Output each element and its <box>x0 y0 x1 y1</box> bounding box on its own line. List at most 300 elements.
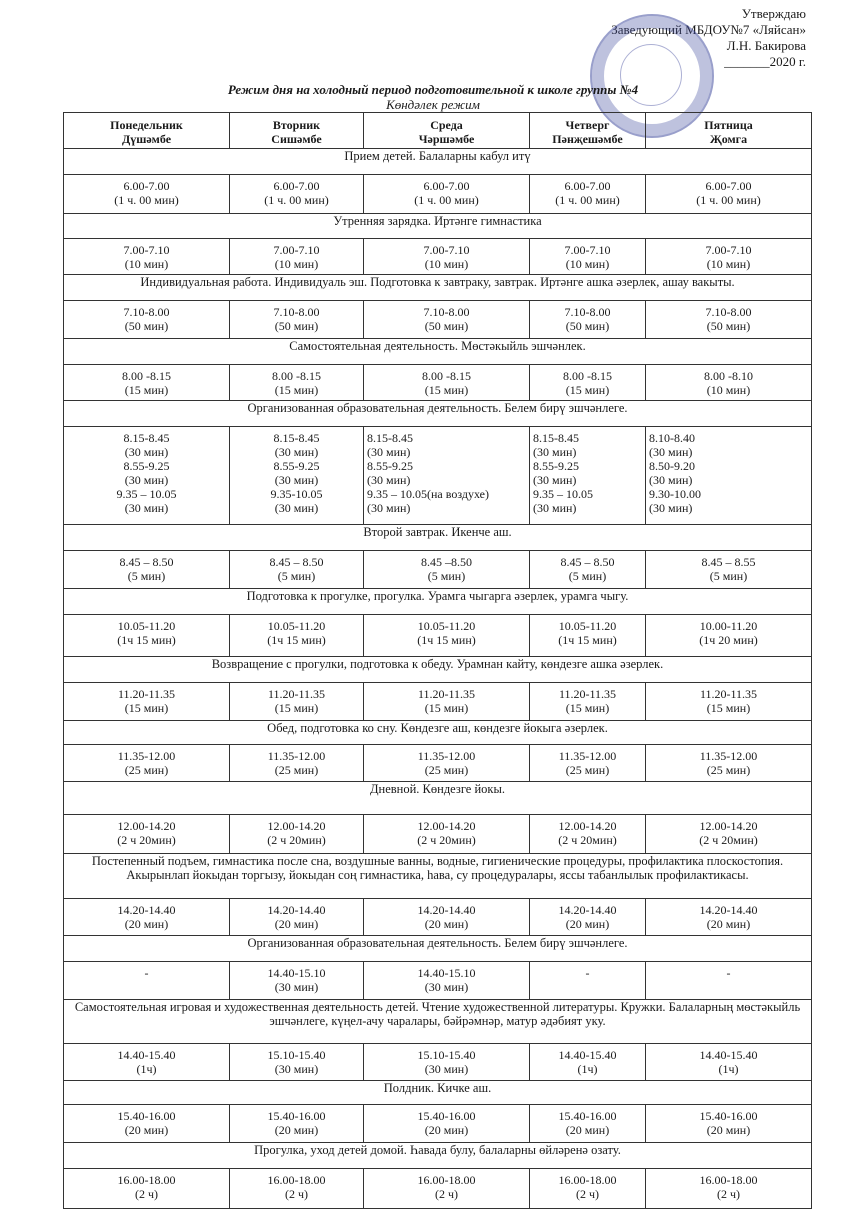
duration: (30 мин) <box>367 473 411 487</box>
duration: (1ч 15 мин) <box>117 633 176 647</box>
time-range: 8.15-8.45 <box>533 431 579 445</box>
duration: (20 мин) <box>565 917 610 931</box>
page-title: Режим дня на холодный период подготовительной к школе группы №4 <box>227 82 639 97</box>
day-name-tt: Пәнҗешәмбе <box>552 132 623 146</box>
duration: (50 мин) <box>274 319 319 333</box>
time-cell <box>646 962 812 1000</box>
activity-name: Индивидуальная работа. Индивидуаль эш. Подготовка к завтраку, завтрак. Иртәнге ашка әзерлек, ашау вакыты. <box>64 275 812 301</box>
time-cell <box>530 427 646 525</box>
time-cell <box>64 745 230 782</box>
time-range: 6.00-7.00 <box>564 179 611 193</box>
activity-row <box>64 214 812 239</box>
time-cell <box>646 301 812 339</box>
day-header <box>64 113 230 149</box>
activity-row <box>64 275 812 301</box>
time-range: - <box>585 966 590 980</box>
duration: (30 мин) <box>533 473 577 487</box>
activity-row <box>64 936 812 962</box>
activity-name: Постепенный подъем, гимнастика после сна, воздушные ванны, водные, гигиенические процедуры, профилактика плоскостопия. Акырынлап йокыдан торгызу, йокыдан соң гимнастика, һава, су процедуралары, яссы табанлылык профилактикасы. <box>64 854 812 899</box>
time-cell <box>530 683 646 721</box>
time-range: 9.30-10.00 <box>649 487 701 501</box>
activity-name: Возвращение с прогулки, подготовка к обеду. Урамнан кайту, көндезге ашка әзерлек. <box>64 657 812 683</box>
duration: (2 ч) <box>284 1187 309 1201</box>
time-range: 11.20-11.35 <box>699 687 758 701</box>
time-cell <box>530 815 646 854</box>
activity-row <box>64 1081 812 1105</box>
duration: (30 мин) <box>124 445 169 459</box>
time-range: 7.00-7.10 <box>123 243 170 257</box>
time-range: 7.10-8.00 <box>423 305 470 319</box>
duration: (5 мин) <box>127 569 166 583</box>
time-cell <box>530 899 646 936</box>
time-cell <box>364 899 530 936</box>
time-range: 15.10-15.40 <box>267 1048 326 1062</box>
time-cell <box>530 1044 646 1081</box>
time-range: 12.00-14.20 <box>417 819 476 833</box>
day-name-ru: Среда <box>430 118 463 132</box>
time-range: 14.20-14.40 <box>558 903 617 917</box>
time-cell <box>646 899 812 936</box>
time-cell <box>364 301 530 339</box>
time-range: 16.00-18.00 <box>558 1173 617 1187</box>
duration: (2 ч) <box>575 1187 600 1201</box>
activity-row <box>64 657 812 683</box>
duration: (15 мин) <box>274 701 319 715</box>
time-range: 7.00-7.10 <box>423 243 470 257</box>
time-range: 7.00-7.10 <box>564 243 611 257</box>
time-range: 12.00-14.20 <box>558 819 617 833</box>
activity-row <box>64 525 812 551</box>
time-cell <box>530 365 646 401</box>
time-cell <box>230 962 364 1000</box>
duration: (50 мин) <box>424 319 469 333</box>
time-row <box>64 683 812 721</box>
time-range: 9.35 – 10.05(на воздухе) <box>367 487 489 501</box>
time-range: 14.40-15.10 <box>267 966 326 980</box>
time-range: 12.00-14.20 <box>267 819 326 833</box>
time-cell <box>530 745 646 782</box>
time-cell <box>230 551 364 589</box>
time-cell <box>364 1044 530 1081</box>
time-range: 8.00 -8.10 <box>704 369 753 383</box>
time-cell <box>646 365 812 401</box>
duration: (25 мин) <box>274 763 319 777</box>
time-range: 8.50-9.20 <box>649 459 695 473</box>
duration: (30 мин) <box>367 445 411 459</box>
activity-row <box>64 1000 812 1044</box>
time-cell <box>530 239 646 275</box>
time-range: 11.35-12.00 <box>117 749 176 763</box>
duration: (30 мин) <box>533 501 577 515</box>
time-range: 9.35 – 10.05 <box>533 487 593 501</box>
time-range: 8.45 – 8.55 <box>701 555 756 569</box>
time-cell <box>646 551 812 589</box>
duration: (30 мин) <box>274 445 319 459</box>
duration: (20 мин) <box>424 917 469 931</box>
duration: (30 мин) <box>274 501 319 515</box>
time-range: 8.00 -8.15 <box>422 369 471 383</box>
time-range: 8.15-8.45 <box>367 431 413 445</box>
time-range: 6.00-7.00 <box>273 179 320 193</box>
time-range: 8.10-8.40 <box>649 431 695 445</box>
duration: (15 мин) <box>424 383 469 397</box>
duration: (20 мин) <box>424 1123 469 1137</box>
time-cell <box>364 427 530 525</box>
time-range: 8.00 -8.15 <box>563 369 612 383</box>
time-range: 8.45 –8.50 <box>421 555 472 569</box>
duration: (30 мин) <box>424 1062 469 1076</box>
duration: (30 мин) <box>124 501 169 515</box>
time-cell <box>364 815 530 854</box>
approval-line-3: Л.Н. Бакирова <box>726 38 806 53</box>
time-cell <box>530 301 646 339</box>
time-cell <box>364 551 530 589</box>
time-cell <box>64 1105 230 1143</box>
time-row <box>64 551 812 589</box>
duration: (20 мин) <box>124 917 169 931</box>
activity-row <box>64 854 812 899</box>
time-range: 6.00-7.00 <box>423 179 470 193</box>
time-cell <box>364 239 530 275</box>
time-range: 11.35-12.00 <box>699 749 758 763</box>
time-row <box>64 962 812 1000</box>
time-range: 9.35 – 10.05 <box>116 487 177 501</box>
duration: (15 мин) <box>565 701 610 715</box>
duration: (30 мин) <box>367 501 411 515</box>
duration: (2 ч 20мин) <box>117 833 176 847</box>
activity-row <box>64 721 812 745</box>
time-cell <box>230 1044 364 1081</box>
header-row <box>64 113 812 149</box>
time-range: 8.45 – 8.50 <box>119 555 174 569</box>
time-cell <box>364 1105 530 1143</box>
day-name-tt: Дүшәмбе <box>121 132 172 146</box>
duration: (10 мин) <box>274 257 319 271</box>
activity-row <box>64 149 812 175</box>
approval-line-4: _______2020 г. <box>724 54 806 69</box>
duration: (20 мин) <box>274 917 319 931</box>
day-name-ru: Пятница <box>704 118 753 132</box>
time-range: 12.00-14.20 <box>117 819 176 833</box>
activity-name: Прием детей. Балаларны кабул итү <box>64 149 812 175</box>
activity-name: Обед, подготовка ко сну. Көндезге аш, көндезге йокыга әзерлек. <box>64 721 812 745</box>
time-cell <box>530 1105 646 1143</box>
activity-name: Самостоятельная деятельность. Мөстәкыйль эшчәнлек. <box>64 339 812 365</box>
time-range: 14.40-15.40 <box>117 1048 176 1062</box>
time-range: 10.05-11.20 <box>117 619 176 633</box>
time-cell <box>646 239 812 275</box>
time-range: - <box>726 966 731 980</box>
duration: (30 мин) <box>649 473 693 487</box>
time-range: 8.45 – 8.50 <box>269 555 324 569</box>
time-cell <box>230 615 364 657</box>
duration: (30 мин) <box>124 473 169 487</box>
duration: (5 мин) <box>709 569 748 583</box>
duration: (50 мин) <box>565 319 610 333</box>
duration: (2 ч 20мин) <box>558 833 617 847</box>
time-cell <box>64 175 230 214</box>
time-cell <box>646 427 812 525</box>
duration: (30 мин) <box>649 501 693 515</box>
duration: (1 ч. 00 мин) <box>696 193 761 207</box>
duration: (25 мин) <box>565 763 610 777</box>
day-name-ru: Понедельник <box>110 118 183 132</box>
time-cell <box>64 815 230 854</box>
time-range: 15.40-16.00 <box>417 1109 476 1123</box>
duration: (15 мин) <box>274 383 319 397</box>
time-cell <box>364 962 530 1000</box>
time-range: 8.15-8.45 <box>123 431 170 445</box>
duration: (30 мин) <box>274 1062 319 1076</box>
duration: (20 мин) <box>565 1123 610 1137</box>
time-range: 6.00-7.00 <box>705 179 752 193</box>
duration: (30 мин) <box>274 473 319 487</box>
time-range: 16.00-18.00 <box>699 1173 758 1187</box>
time-cell <box>230 301 364 339</box>
day-name-ru: Вторник <box>272 118 321 132</box>
duration: (1 ч. 00 мин) <box>414 193 479 207</box>
activity-name: Организованная образовательная деятельность. Белем бирү эшчәнлеге. <box>64 936 812 962</box>
time-cell <box>646 1044 812 1081</box>
time-range: 15.40-16.00 <box>267 1109 326 1123</box>
time-cell <box>64 1169 230 1209</box>
time-range: 8.55-9.25 <box>123 459 170 473</box>
time-range: 14.20-14.40 <box>267 903 326 917</box>
duration: (10 мин) <box>124 257 169 271</box>
duration: (15 мин) <box>565 383 610 397</box>
time-range: 10.05-11.20 <box>558 619 617 633</box>
time-range: - <box>144 966 149 980</box>
duration: (10 мин) <box>706 383 751 397</box>
duration: (1ч) <box>718 1062 739 1076</box>
duration: (30 мин) <box>424 980 469 994</box>
day-name-tt: Җомга <box>709 132 748 146</box>
schedule-table <box>63 112 812 1209</box>
duration: (1ч 15 мин) <box>558 633 617 647</box>
duration: (1ч 15 мин) <box>267 633 326 647</box>
time-row <box>64 301 812 339</box>
time-cell <box>646 1105 812 1143</box>
time-row <box>64 1169 812 1209</box>
time-range: 14.40-15.40 <box>699 1048 758 1062</box>
time-range: 9.35-10.05 <box>270 487 323 501</box>
time-cell <box>230 815 364 854</box>
duration: (1 ч. 00 мин) <box>264 193 329 207</box>
duration: (15 мин) <box>424 701 469 715</box>
time-cell <box>530 1169 646 1209</box>
time-cell <box>64 962 230 1000</box>
time-range: 10.05-11.20 <box>417 619 476 633</box>
day-header <box>646 113 812 149</box>
time-range: 8.55-9.25 <box>273 459 320 473</box>
activity-row <box>64 782 812 815</box>
duration: (2 ч) <box>134 1187 159 1201</box>
time-cell <box>230 745 364 782</box>
time-cell <box>530 551 646 589</box>
time-row <box>64 365 812 401</box>
time-range: 15.40-16.00 <box>117 1109 176 1123</box>
time-range: 10.05-11.20 <box>267 619 326 633</box>
duration: (25 мин) <box>424 763 469 777</box>
time-cell <box>230 899 364 936</box>
duration: (1 ч. 00 мин) <box>114 193 179 207</box>
time-row <box>64 615 812 657</box>
duration: (15 мин) <box>124 701 169 715</box>
time-range: 11.20-11.35 <box>558 687 617 701</box>
time-range: 7.10-8.00 <box>273 305 320 319</box>
time-range: 7.00-7.10 <box>705 243 752 257</box>
duration: (1ч 20 мин) <box>699 633 758 647</box>
time-row <box>64 899 812 936</box>
duration: (1ч 15 мин) <box>417 633 476 647</box>
time-cell <box>646 615 812 657</box>
day-header <box>364 113 530 149</box>
time-cell <box>364 745 530 782</box>
time-cell <box>64 239 230 275</box>
duration: (15 мин) <box>124 383 169 397</box>
activity-row <box>64 401 812 427</box>
activity-name: Полдник. Кичке аш. <box>64 1081 812 1105</box>
time-range: 8.15-8.45 <box>273 431 320 445</box>
approval-line-1: Утверждаю <box>741 6 806 21</box>
day-name-tt: Чәршәмбе <box>418 132 475 146</box>
time-row <box>64 427 812 525</box>
time-cell <box>64 365 230 401</box>
day-name-ru: Четверг <box>565 118 610 132</box>
time-range: 7.10-8.00 <box>123 305 170 319</box>
duration: (2 ч 20мин) <box>699 833 758 847</box>
activity-name: Подготовка к прогулке, прогулка. Урамга чыгарга әзерлек, урамга чыгу. <box>64 589 812 615</box>
time-range: 15.40-16.00 <box>558 1109 617 1123</box>
time-cell <box>230 175 364 214</box>
duration: (30 мин) <box>274 980 319 994</box>
activity-name: Утренняя зарядка. Иртәнге гимнастика <box>64 214 812 239</box>
time-range: 15.10-15.40 <box>417 1048 476 1062</box>
duration: (30 мин) <box>649 445 693 459</box>
time-cell <box>646 815 812 854</box>
time-cell <box>646 745 812 782</box>
duration: (15 мин) <box>706 701 751 715</box>
duration: (20 мин) <box>124 1123 169 1137</box>
time-range: 14.20-14.40 <box>417 903 476 917</box>
time-range: 8.55-9.25 <box>533 459 579 473</box>
time-range: 16.00-18.00 <box>117 1173 176 1187</box>
time-range: 8.55-9.25 <box>367 459 413 473</box>
duration: (2 ч 20мин) <box>267 833 326 847</box>
duration: (20 мин) <box>706 917 751 931</box>
time-range: 6.00-7.00 <box>123 179 170 193</box>
approval-block <box>611 6 806 70</box>
activity-name: Дневной. Көндезге йокы. <box>64 782 812 815</box>
duration: (20 мин) <box>706 1123 751 1137</box>
time-cell <box>64 1044 230 1081</box>
duration: (2 ч 20мин) <box>417 833 476 847</box>
time-range: 8.00 -8.15 <box>122 369 171 383</box>
time-range: 14.40-15.10 <box>417 966 476 980</box>
time-cell <box>64 899 230 936</box>
approval-line-2: Заведующий МБДОУ№7 «Ляйсан» <box>611 22 806 37</box>
time-cell <box>364 365 530 401</box>
time-range: 7.10-8.00 <box>705 305 752 319</box>
activity-row <box>64 1143 812 1169</box>
time-row <box>64 745 812 782</box>
time-cell <box>230 1169 364 1209</box>
time-range: 14.20-14.40 <box>699 903 758 917</box>
time-cell <box>64 301 230 339</box>
duration: (1 ч. 00 мин) <box>555 193 620 207</box>
time-cell <box>364 175 530 214</box>
time-cell <box>364 683 530 721</box>
page-subtitle: Көндәлек режим <box>386 97 480 112</box>
time-range: 11.35-12.00 <box>267 749 326 763</box>
time-row <box>64 815 812 854</box>
time-cell <box>230 427 364 525</box>
time-cell <box>364 615 530 657</box>
time-cell <box>530 962 646 1000</box>
duration: (25 мин) <box>706 763 751 777</box>
duration: (50 мин) <box>706 319 751 333</box>
day-header <box>530 113 646 149</box>
time-row <box>64 239 812 275</box>
time-range: 11.20-11.35 <box>117 687 176 701</box>
time-range: 7.10-8.00 <box>564 305 611 319</box>
time-range: 15.40-16.00 <box>699 1109 758 1123</box>
duration: (5 мин) <box>568 569 607 583</box>
day-header <box>230 113 364 149</box>
time-range: 16.00-18.00 <box>267 1173 326 1187</box>
time-cell <box>230 1105 364 1143</box>
duration: (10 мин) <box>424 257 469 271</box>
activity-name: Организованная образовательная деятельность. Белем бирү эшчәнлеге. <box>64 401 812 427</box>
time-range: 11.35-12.00 <box>558 749 617 763</box>
time-cell <box>230 365 364 401</box>
time-range: 14.20-14.40 <box>117 903 176 917</box>
time-range: 12.00-14.20 <box>699 819 758 833</box>
duration: (2 ч) <box>716 1187 741 1201</box>
time-cell <box>230 239 364 275</box>
duration: (1ч) <box>577 1062 598 1076</box>
duration: (5 мин) <box>277 569 316 583</box>
time-range: 14.40-15.40 <box>558 1048 617 1062</box>
time-cell <box>64 615 230 657</box>
day-name-tt: Сишәмбе <box>271 132 322 146</box>
activity-name: Второй завтрак. Икенче аш. <box>64 525 812 551</box>
duration: (5 мин) <box>427 569 466 583</box>
time-range: 11.20-11.35 <box>417 687 476 701</box>
duration: (10 мин) <box>565 257 610 271</box>
activity-name: Прогулка, уход детей домой. Һавада булу, балаларны өйләренә озату. <box>64 1143 812 1169</box>
duration: (50 мин) <box>124 319 169 333</box>
time-row <box>64 1044 812 1081</box>
time-range: 8.00 -8.15 <box>272 369 321 383</box>
duration: (25 мин) <box>124 763 169 777</box>
activity-name: Самостоятельная игровая и художественная деятельность детей. Чтение художественной литературы. Кружки. Балаларның мөстәкыйль эшчәнлеге, күңел-ачу чаралары, бәйрәмнәр, матур әдәбият уку. <box>64 1000 812 1044</box>
duration: (1ч) <box>136 1062 157 1076</box>
time-range: 11.20-11.35 <box>267 687 326 701</box>
time-cell <box>646 1169 812 1209</box>
time-row <box>64 1105 812 1143</box>
time-row <box>64 175 812 214</box>
time-range: 10.00-11.20 <box>699 619 758 633</box>
time-cell <box>530 175 646 214</box>
time-cell <box>364 1169 530 1209</box>
time-cell <box>646 175 812 214</box>
duration: (30 мин) <box>533 445 577 459</box>
duration: (20 мин) <box>274 1123 319 1137</box>
activity-row <box>64 339 812 365</box>
time-range: 7.00-7.10 <box>273 243 320 257</box>
time-cell <box>64 683 230 721</box>
